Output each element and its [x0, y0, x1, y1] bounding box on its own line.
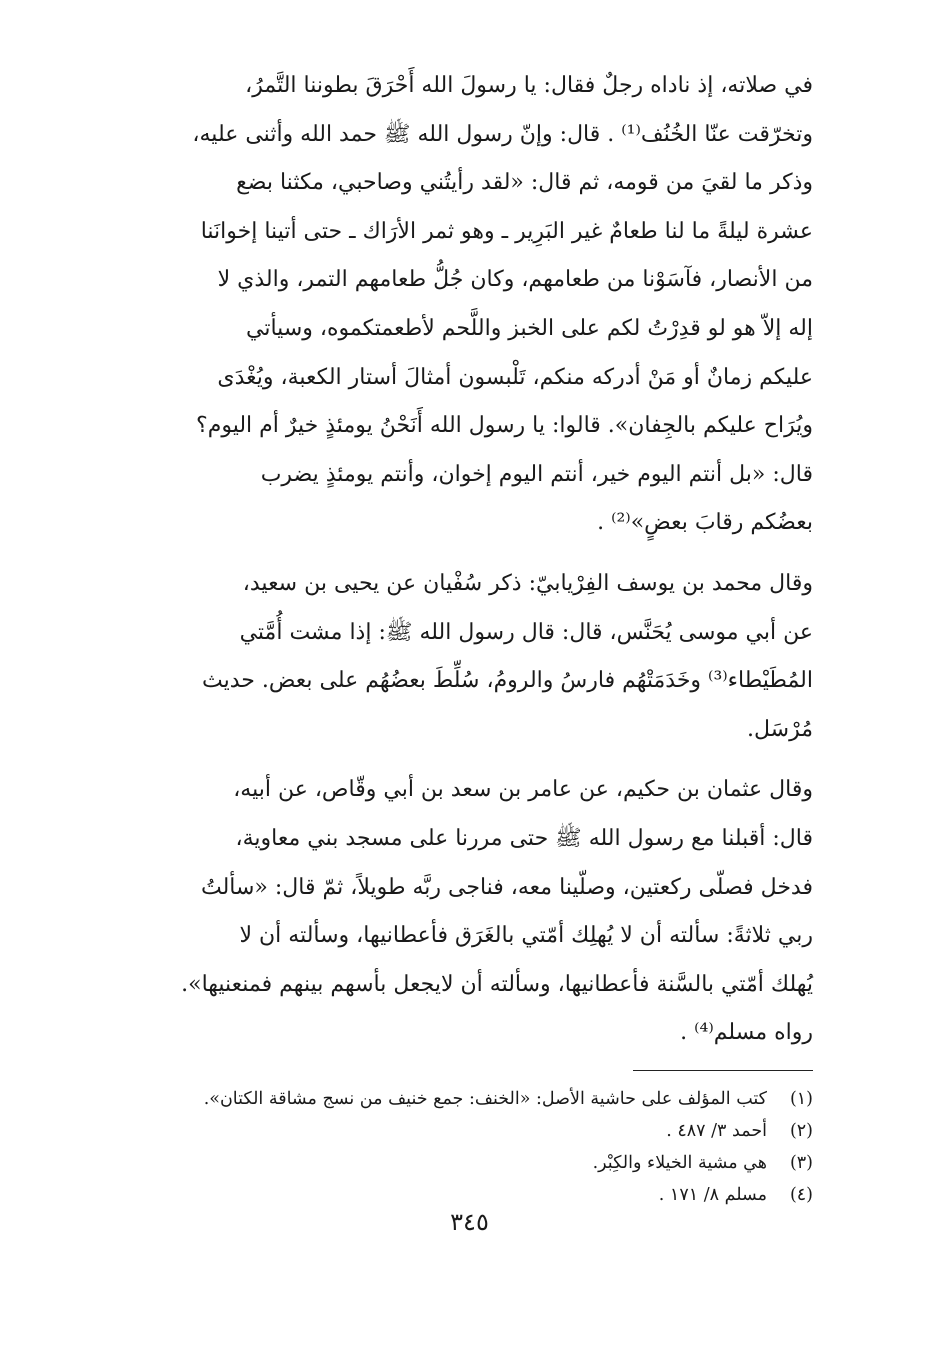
footnote-number: (٢): [789, 1120, 813, 1141]
footnote-text: هي مشية الخيلاء والكِبْر.: [592, 1152, 767, 1173]
text-line: قال: «بل أنتم اليوم خير، أنتم اليوم إخوان، وأنتم يومئذٍ يضرب: [260, 461, 813, 487]
text-line: وقال محمد بن يوسف الفِرْيابيّ: ذكر سُفْيان عن يحيى بن سعيد،: [242, 570, 813, 596]
text-line: عشرة ليلةً ما لنا طعامٌ غير البَرِير ـ وهو ثمر الأرَاك ـ حتى أتينا إخوانَنا: [200, 218, 813, 244]
footnote-separator: [633, 1070, 813, 1071]
text-line: بعضُكم رقابَ بعضٍ»⁽²⁾ .: [597, 510, 813, 536]
footnote: [143, 1085, 813, 1113]
paragraph-2: [143, 560, 813, 754]
footnote-number: (٤): [789, 1184, 813, 1205]
footnotes: [143, 1085, 813, 1209]
text-line: عليكم زمانٌ أو مَنْ أدركه منكم، تَلْبسون أمثالَ أستار الكعبة، ويُغْدَى: [217, 364, 813, 390]
text-line: وذكر ما لقيَ من قومه، ثم قال: «لقد رأيتُني وصاحبي، مكثنا بضع: [236, 170, 813, 196]
text-line: وقال عثمان بن حكيم، عن عامر بن سعد بن أبي وقّاص، عن أبيه،: [233, 777, 813, 803]
text-line: مُرْسَل.: [746, 716, 813, 742]
footnote-text: مسلم ٨/ ١٧١ .: [658, 1184, 767, 1205]
footnote-number: (١): [789, 1088, 813, 1109]
footnote: [143, 1181, 813, 1209]
text-line: من الأنصار، فآسَوْنا من طعامهم، وكان جُلُّ طعامهم التمر، والذي لا: [217, 267, 813, 293]
text-line: في صلاته، إذ ناداه رجلٌ فقال: يا رسولَ الله أَحْرَقَ بطوننا التَّمرُ،: [245, 73, 813, 98]
footnote-text: كتب المؤلف على حاشية الأصل: «الخنف: جمع خنيف من نسج مشاقة الكتان».: [203, 1088, 767, 1109]
text-line: إله إلاّ هو لو قدِرْتُ لكم على الخبز واللَّحم لأطعمتكموه، وسيأتي: [246, 315, 813, 341]
footnote: [143, 1117, 813, 1145]
text-line: ويُرَاح عليكم بالجِفان». قالوا: يا رسول الله أَنَحْنُ يومئذٍ خيرٌ أم اليوم؟: [196, 413, 813, 439]
footnote: [143, 1149, 813, 1177]
footnote-text: أحمد ٣/ ٤٨٧ .: [666, 1120, 767, 1141]
text-line: المُطَيْطاء⁽³⁾ وخَدَمَتْهُم فارسُ والرومُ، سُلِّطَ بعضُهُم على بعض. حديث: [202, 668, 813, 694]
text-line: ربي ثلاثةً: سألته أن لا يُهلِك أمّتي بالغَرَق فأعطانيها، وسألته أن لا: [239, 923, 813, 949]
text-line: رواه مسلم⁽⁴⁾ .: [680, 1020, 813, 1046]
page-content: [143, 62, 813, 1213]
page-number: ٣٤٥: [450, 1208, 489, 1236]
footnote-number: (٣): [789, 1152, 813, 1173]
paragraph-1: [143, 62, 813, 548]
text-line: قال: أقبلنا مع رسول الله ﷺ حتى مررنا على مسجد بني معاوية،: [235, 825, 813, 851]
text-line: وتخرّقت عنّا الخُنُف⁽¹⁾ . قال: وإنّ رسول الله ﷺ حمد الله وأثنى عليه،: [192, 121, 813, 147]
text-line: عن أبي موسى يُحَنَّس، قال: قال رسول الله ﷺ: إذا مشت أُمَّتي: [239, 619, 813, 645]
text-line: فدخل فصلّى ركعتين، وصلّينا معه، فناجى ربَّه طويلاً، ثمّ قال: «سألتُ: [200, 874, 813, 900]
text-line: يُهلك أمّتي بالسَّنة فأعطانيها، وسألته أن لايجعل بأسهم بينهم فمنعنيها».: [181, 971, 813, 997]
paragraph-3: [143, 766, 813, 1058]
